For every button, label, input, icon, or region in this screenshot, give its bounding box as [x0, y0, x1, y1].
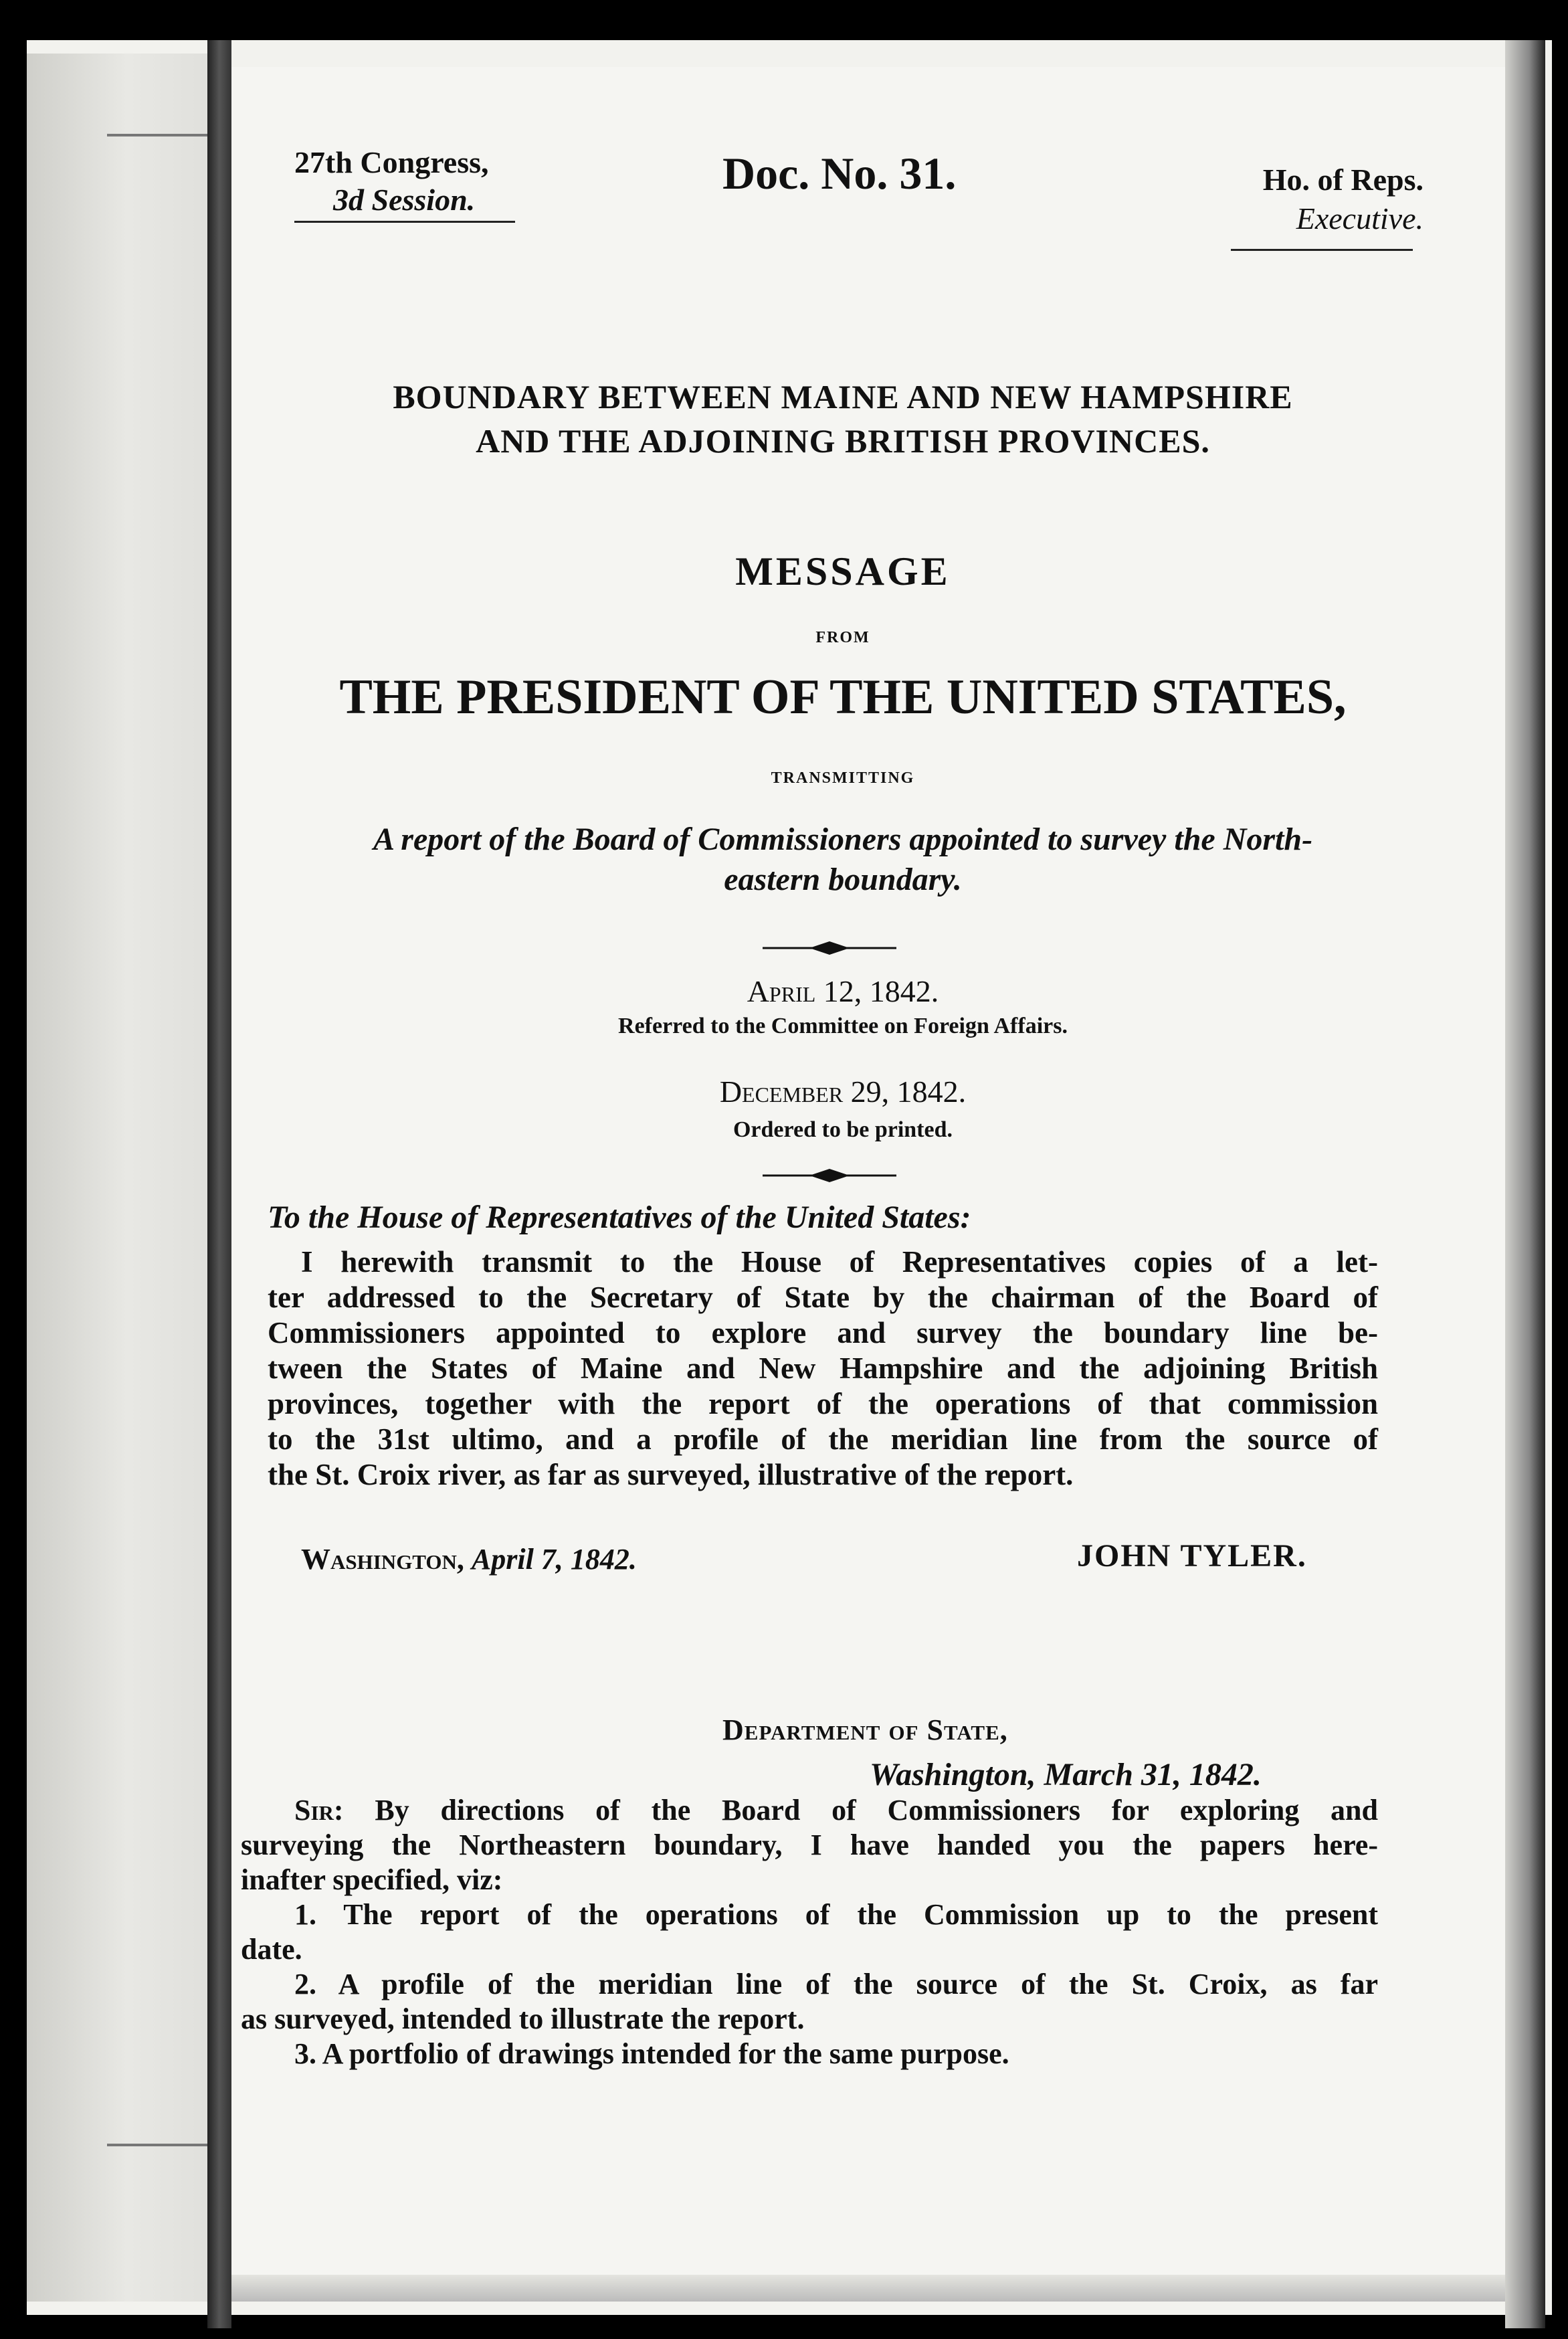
header-rule-left [294, 221, 515, 223]
letter-place: Washington, [870, 1757, 1036, 1792]
house-header [1209, 161, 1424, 238]
letter-line: 1. The report of the operations of the Commission up to the present [294, 1898, 1378, 1931]
signature-date: April 7, 1842. [471, 1543, 637, 1576]
document-number: Doc. No. 31. [722, 148, 957, 199]
left-facing-page [27, 54, 231, 2302]
header-rule-right [1231, 249, 1413, 251]
from-label: FROM [815, 629, 870, 646]
letter-salutation: Sir: [294, 1794, 344, 1827]
ordered-note: Ordered to be printed. [732, 1117, 953, 1142]
body-line: I herewith transmit to the House of Representatives copies of a let- [301, 1245, 1378, 1279]
title-line-1: BOUNDARY BETWEEN MAINE AND NEW HAMPSHIRE [393, 378, 1293, 415]
letter-line: date. [241, 1933, 302, 1966]
december-date: December 29, 1842. [719, 1074, 967, 1109]
letter-line: 2. A profile of the meridian line of the source of the St. Croix, as far [294, 1968, 1378, 2000]
body-line: provinces, together with the report of the operations of that commission [268, 1387, 1378, 1420]
title-line-2: AND THE ADJOINING BRITISH PROVINCES. [476, 422, 1210, 460]
document-title [268, 375, 1418, 463]
letter-place-date [870, 1756, 1262, 1793]
executive-label: Executive. [1296, 201, 1424, 236]
report-line-1: A report of the Board of Commissioners appointed to survey the North- [373, 822, 1313, 857]
president-heading: THE PRESIDENT OF THE UNITED STATES, [339, 670, 1347, 725]
transmitting-label: TRANSMITTING [771, 769, 915, 787]
body-line: ter addressed to the Secretary of State by the chairman of the Board of [268, 1281, 1378, 1314]
congress-session-header [294, 144, 489, 219]
report-line-2: eastern boundary. [724, 862, 962, 897]
body-line: the St. Croix river, as far as surveyed, illustrative of the report. [268, 1458, 1074, 1491]
body-line: to the 31st ultimo, and a profile of the meridian line from the source of [268, 1422, 1378, 1456]
message-heading: MESSAGE [735, 549, 951, 593]
letter-line: 3. A portfolio of drawings intended for the same purpose. [294, 2037, 1009, 2070]
april-date: April 12, 1842. [747, 974, 939, 1008]
left-page-edge [107, 134, 210, 2146]
letter-line-text: By directions of the Board of Commissioners for exploring and [375, 1794, 1378, 1827]
body-line: tween the States of Maine and New Hampshire and the adjoining British [268, 1351, 1378, 1385]
report-description [268, 820, 1418, 900]
signature-place-date [301, 1542, 637, 1576]
message-body [268, 1244, 1378, 1493]
letter-body [241, 1793, 1378, 2071]
letter-date: March 31, 1842. [1044, 1757, 1262, 1792]
congress-label: 27th Congress, [294, 145, 489, 179]
address-salutation: To the House of Representatives of the United States: [268, 1200, 971, 1235]
letter-line [241, 1793, 1378, 1828]
body-line: Commissioners appointed to explore and survey the boundary line be- [268, 1316, 1378, 1349]
department-heading: Department of State, [722, 1713, 1008, 1746]
letter-line: inafter specified, viz: [241, 1863, 503, 1896]
referred-note: Referred to the Committee on Foreign Affairs. [618, 1014, 1068, 1038]
letter-line: surveying the Northeastern boundary, I have handed you the papers here- [241, 1829, 1378, 1861]
right-page-edge [1505, 40, 1545, 2328]
session-label: 3d Session. [333, 183, 476, 217]
signature-place: Washington, [301, 1543, 464, 1576]
divider-ornament-icon [763, 1167, 896, 1184]
letter-line: as surveyed, intended to illustrate the report. [241, 2002, 805, 2035]
page-bottom-shadow [231, 2275, 1505, 2302]
signature-name: JOHN TYLER. [1077, 1538, 1307, 1574]
house-label: Ho. of Reps. [1262, 163, 1424, 197]
book-gutter [207, 40, 231, 2328]
divider-ornament-icon [763, 940, 896, 956]
